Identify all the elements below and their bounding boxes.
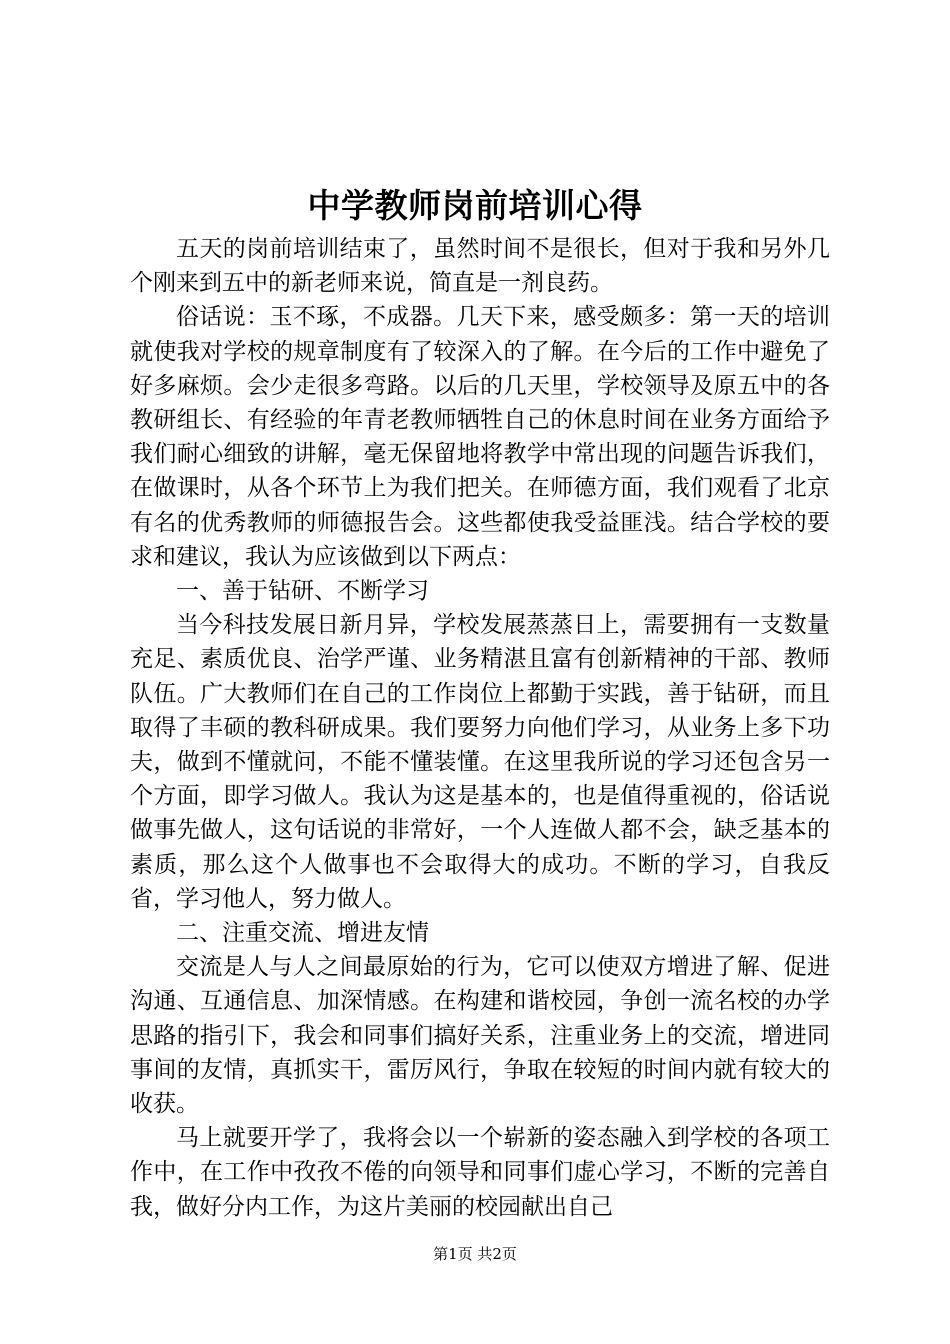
document-body — [130, 232, 830, 1224]
paragraph: 交流是人与人之间最原始的行为，它可以使双方增进了解、促进沟通、互通信息、加深情感。在构建和谐校园，争创一流名校的办学思路的指引下，我会和同事们搞好关系，注重业务上的交流，增进同事间的友情，真抓实干，雷厉风行，争取在较短的时间内就有较大的收获。 — [130, 954, 830, 1118]
paragraph: 当今科技发展日新月异，学校发展蒸蒸日上，需要拥有一支数量充足、素质优良、治学严谨、业务精湛且富有创新精神的干部、教师队伍。广大教师们在自己的工作岗位上都勤于实践，善于钻研，而且取得了丰硕的教科研成果。我们要努力向他们学习，从业务上多下功夫，做到不懂就问，不能不懂装懂。在这里我所说的学习还包含另一个方面，即学习做人。我认为这是基本的，也是值得重视的，俗话说做事先做人，这句话说的非常好，一个人连做人都不会，缺乏基本的素质，那么这个人做事也不会取得大的成功。不断的学习，自我反省，学习他人，努力做人。 — [130, 612, 830, 912]
page-footer: 第1页 共2页 — [433, 1245, 517, 1263]
document-title: 中学教师岗前培训心得 — [307, 186, 643, 225]
section-heading: 一、善于钻研、不断学习 — [176, 578, 429, 605]
paragraph: 俗话说：玉不琢，不成器。几天下来，感受颇多：第一天的培训就使我对学校的规章制度有了较深入的了解。在今后的工作中避免了好多麻烦。会少走很多弯路。以后的几天里，学校领导及原五中的各教研组长、有经验的年青老教师牺牲自己的休息时间在业务方面给予我们耐心细致的讲解，毫无保留地将教学中常出现的问题告诉我们，在做课时，从各个环节上为我们把关。在师德方面，我们观看了北京有名的优秀教师的师德报告会。这些都使我受益匪浅。结合学校的要求和建议，我认为应该做到以下两点： — [130, 304, 830, 570]
paragraph: 五天的岗前培训结束了，虽然时间不是很长，但对于我和另外几个刚来到五中的新老师来说，简直是一剂良药。 — [130, 236, 830, 297]
section-heading: 二、注重交流、增进友情 — [176, 920, 429, 947]
paragraph: 马上就要开学了，我将会以一个崭新的姿态融入到学校的各项工作中，在工作中孜孜不倦的向领导和同事们虚心学习，不断的完善自我，做好分内工作，为这片美丽的校园献出自己 — [130, 1125, 830, 1220]
